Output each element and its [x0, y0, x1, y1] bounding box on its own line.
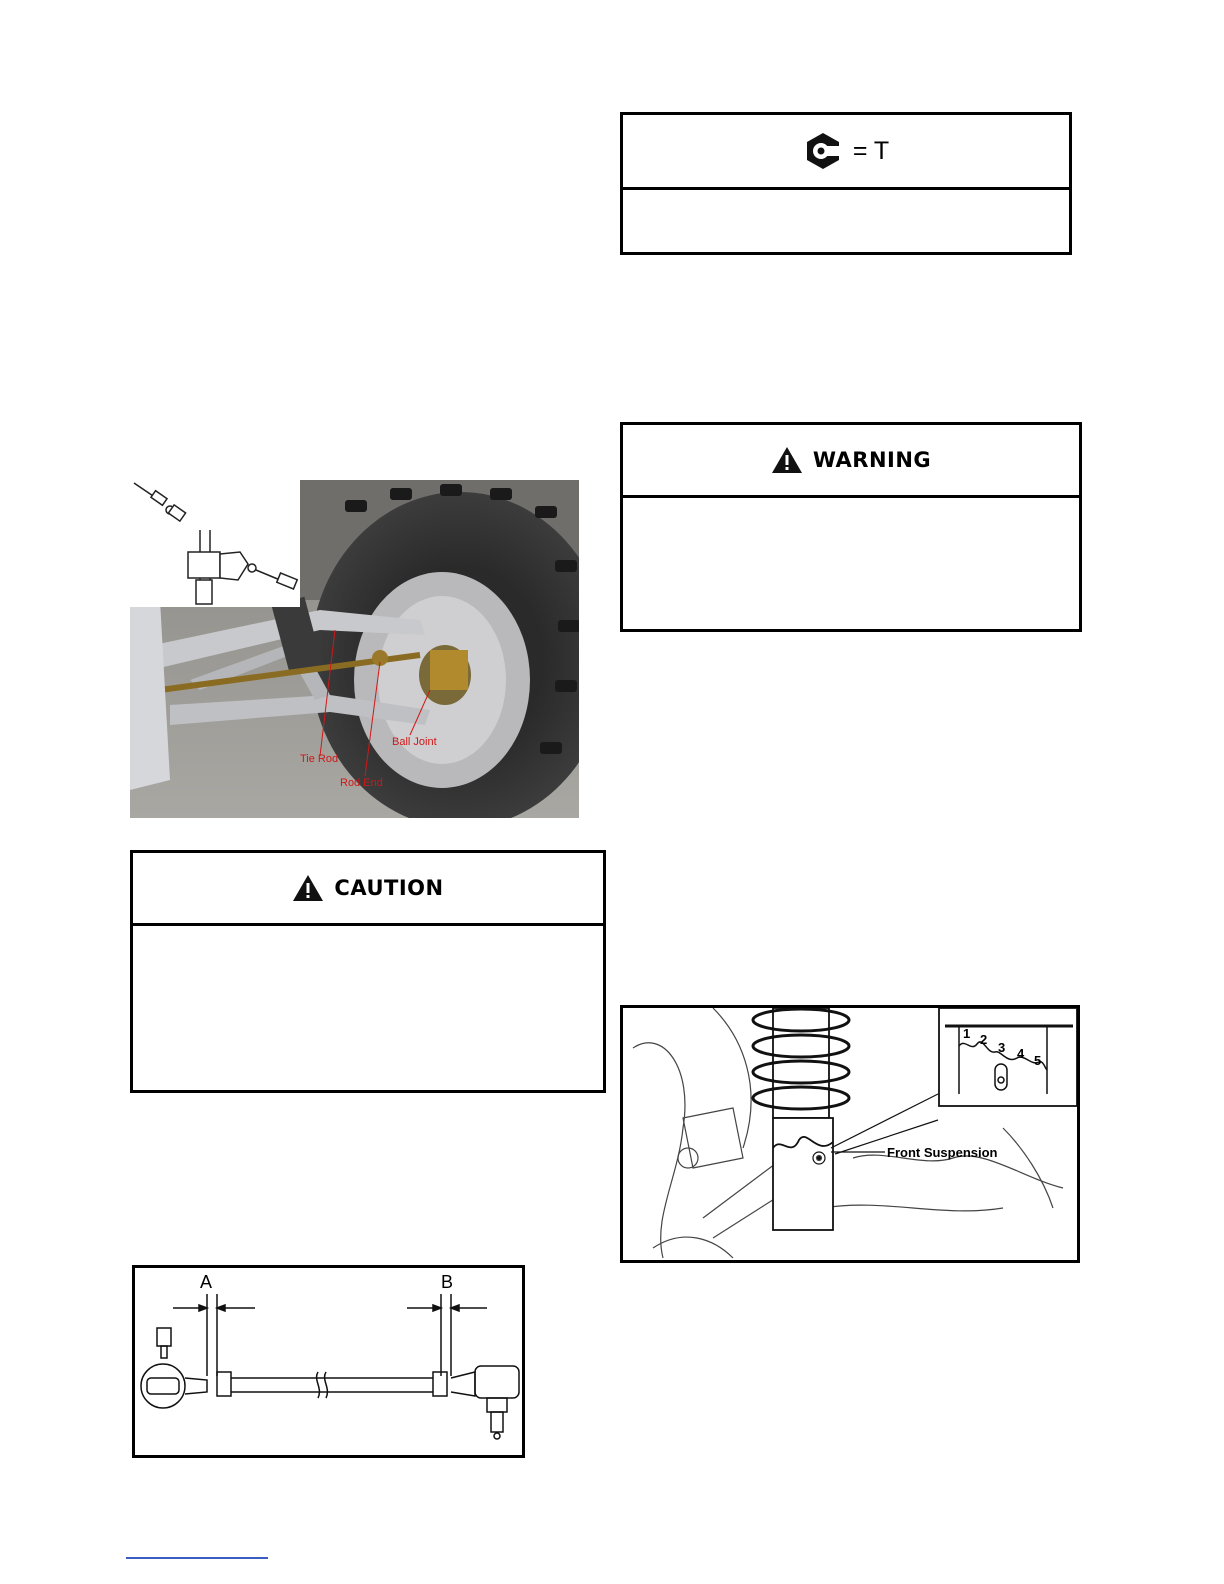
torque-symbol-label: = T [852, 136, 890, 165]
tie-rod-diagram [132, 1265, 525, 1458]
dimension-b-label: B [440, 1272, 454, 1292]
torque-spec-header [623, 115, 1069, 190]
rod-end-photo-label: Rod End [340, 777, 383, 789]
front-suspension-callout: Front Suspension [887, 1145, 998, 1160]
warning-triangle-icon [771, 446, 803, 474]
preload-position-4: 4 [1017, 1046, 1025, 1061]
torque-wrench-icon [803, 131, 843, 171]
tie-rod-diagram-art [135, 1268, 522, 1455]
ball-joint-photo-label: Ball Joint [392, 736, 437, 748]
tie-rod-photo-label: Tie Rod [300, 753, 339, 765]
front-wheel-photo [130, 480, 579, 818]
preload-position-1: 1 [963, 1026, 971, 1041]
front-suspension-diagram [620, 1005, 1080, 1263]
warning-triangle-icon [292, 874, 324, 902]
warning-box [620, 422, 1082, 632]
caution-box [130, 850, 606, 1093]
torque-spec-box [620, 112, 1072, 255]
warning-header [623, 425, 1079, 498]
caution-header [133, 853, 603, 926]
warning-label: WARNING [812, 448, 932, 472]
footer-link-underline [126, 1557, 268, 1559]
preload-position-3: 3 [998, 1040, 1006, 1055]
preload-position-2: 2 [980, 1032, 988, 1047]
dimension-a-label: A [199, 1272, 213, 1292]
front-wheel-photo-art [130, 480, 579, 818]
caution-label: CAUTION [334, 876, 444, 900]
preload-position-5: 5 [1034, 1053, 1042, 1068]
front-suspension-diagram-art [623, 1008, 1077, 1260]
